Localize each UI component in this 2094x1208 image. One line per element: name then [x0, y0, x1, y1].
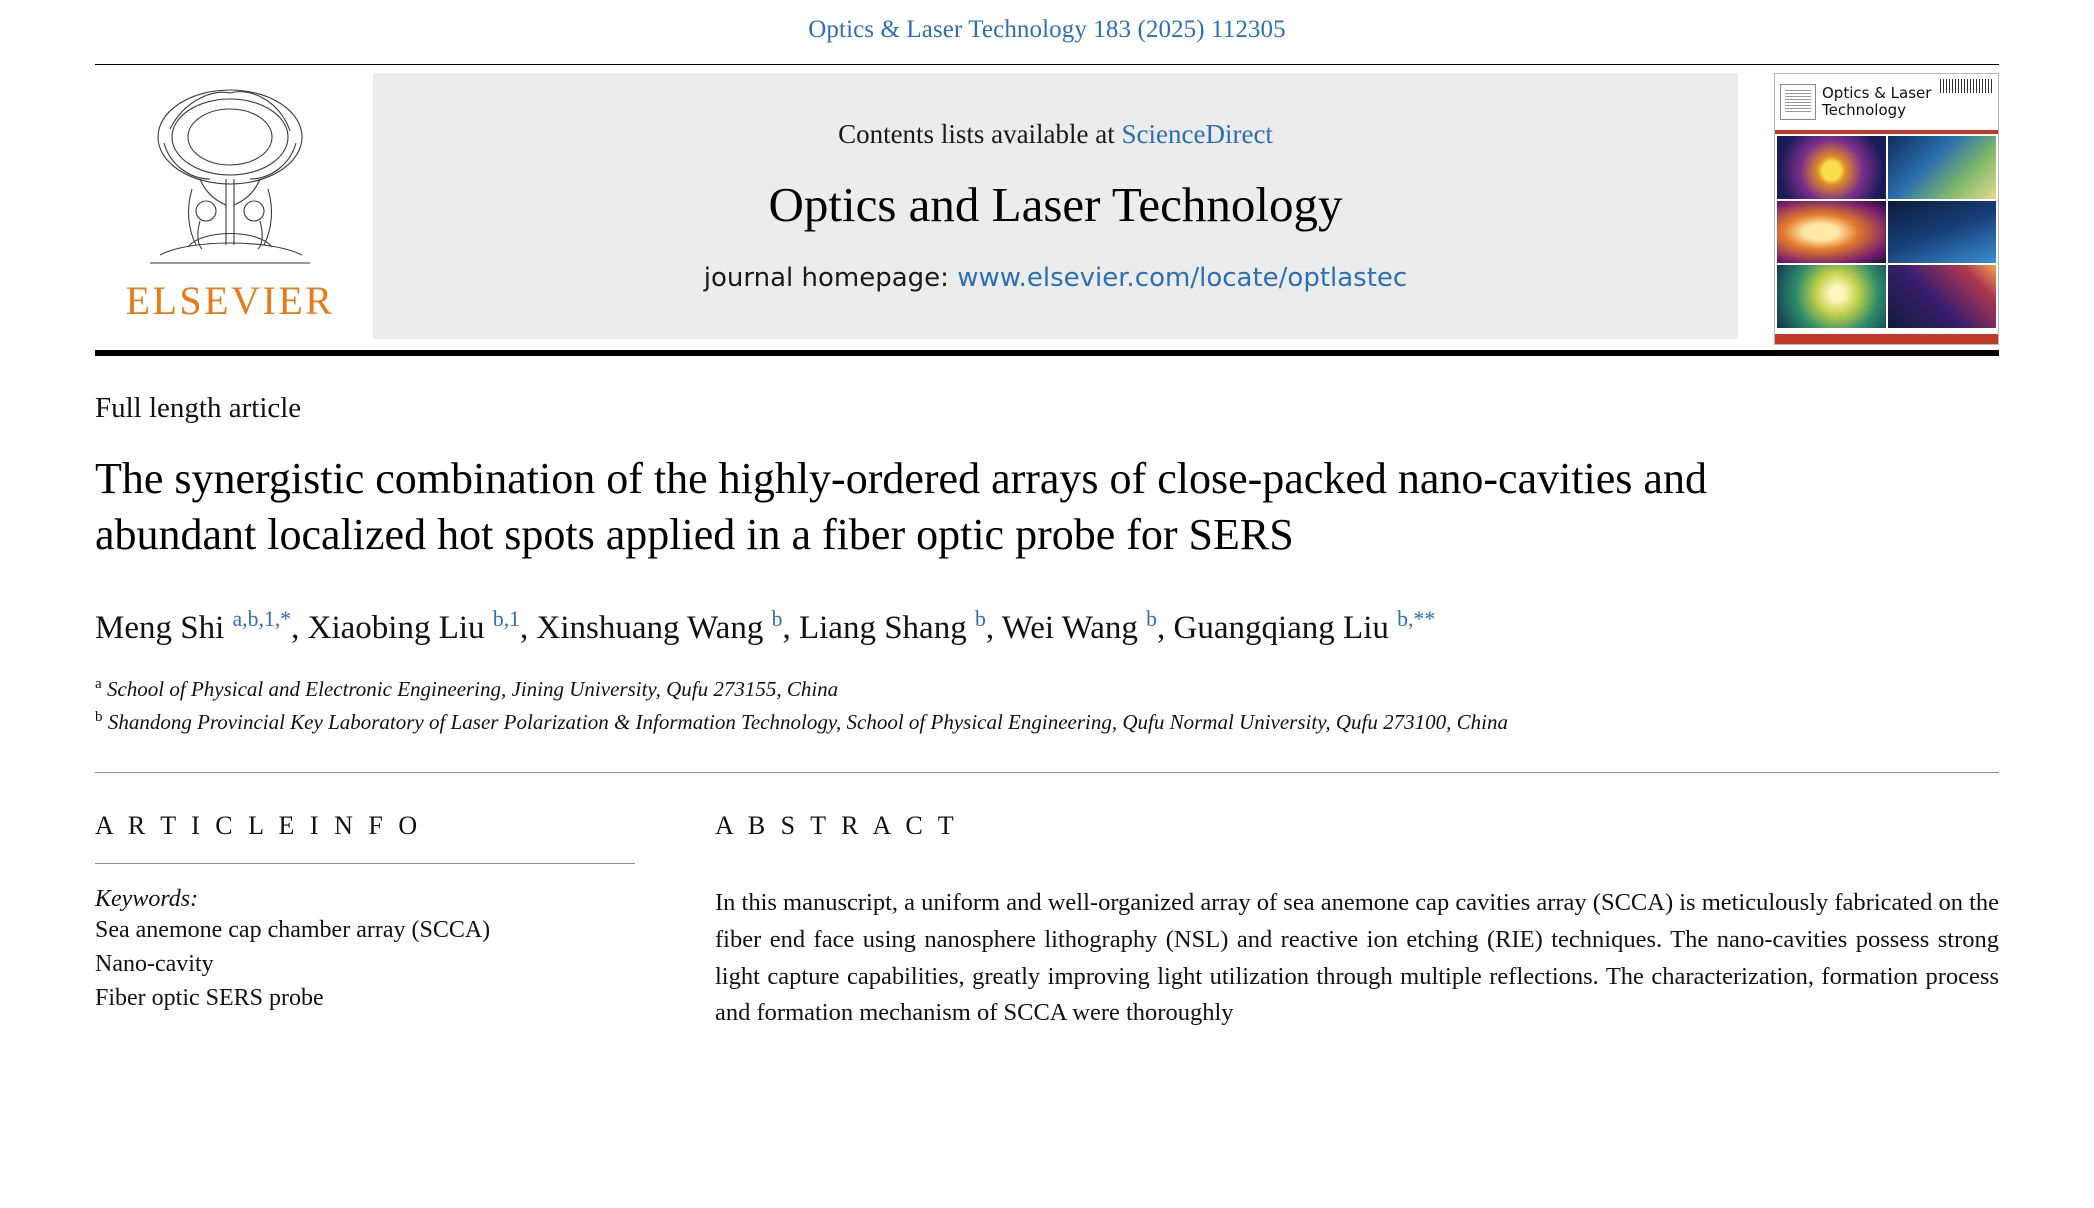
homepage-line	[704, 263, 1407, 293]
author-item	[798, 606, 1002, 646]
keywords-label: Keywords:	[95, 886, 199, 913]
affiliation-text: Shandong Provincial Key Laboratory of Laser Polarization & Information Technology, School of Physical Engineering, Qufu Normal University, Qufu 273100, China	[107, 709, 1508, 734]
author-item	[307, 606, 537, 646]
elsevier-wordmark: ELSEVIER	[125, 278, 335, 323]
author-marks: a,b,1,*	[232, 606, 292, 631]
section-divider	[95, 772, 1999, 773]
author-name: Xiaobing Liu	[307, 609, 485, 646]
homepage-prefix: journal homepage:	[703, 263, 958, 293]
author-name: Meng Shi	[95, 609, 225, 646]
contents-prefix: Contents lists available at	[838, 119, 1122, 149]
keyword-item: Nano-cavity	[95, 951, 214, 978]
author-marks: b	[974, 606, 986, 631]
author-marks: b,1	[492, 606, 521, 631]
info-abstract-columns	[95, 811, 1999, 1032]
barcode-icon	[1940, 79, 1992, 93]
cover-bottom-rule	[1775, 334, 1998, 344]
author-separator: ,	[520, 609, 537, 646]
cover-journal-title: Optics & Laser Technology	[1822, 83, 1932, 119]
author-separator: ,	[985, 609, 1002, 646]
sciencedirect-link[interactable]: ScienceDirect	[1121, 119, 1273, 149]
abstract-heading: A B S T R A C T	[715, 811, 959, 841]
affiliation-item	[95, 706, 1999, 739]
journal-masthead	[95, 64, 1999, 344]
cover-tile	[1777, 136, 1886, 199]
author-marks: b	[1146, 606, 1158, 631]
author-marks: b	[771, 606, 783, 631]
affiliation-text: School of Physical and Electronic Engineering, Jining University, Qufu 273155, China	[106, 677, 839, 702]
cover-tile	[1888, 201, 1997, 264]
cover-image-grid	[1775, 134, 1998, 330]
author-name: Xinshuang Wang	[536, 609, 764, 646]
author-separator: ,	[291, 609, 308, 646]
affiliation-mark: a	[95, 676, 102, 693]
journal-title-box	[373, 73, 1738, 339]
article-info-rule	[95, 863, 635, 864]
keyword-item: Fiber optic SERS probe	[95, 985, 324, 1012]
article-type: Full length article	[95, 392, 302, 424]
author-item	[95, 606, 308, 646]
author-item	[1173, 606, 1436, 646]
contents-line	[838, 119, 1273, 150]
journal-title: Optics and Laser Technology	[768, 177, 1343, 232]
author-name: Guangqiang Liu	[1173, 609, 1389, 646]
abstract-column	[715, 811, 1999, 1032]
author-name: Wei Wang	[1001, 609, 1138, 646]
author-separator: ,	[1157, 609, 1174, 646]
cover-header	[1775, 74, 1998, 130]
elsevier-logo	[95, 73, 365, 344]
author-marks: b,**	[1397, 606, 1436, 631]
cover-tile	[1888, 136, 1997, 199]
affiliation-mark: b	[95, 708, 103, 725]
author-name: Liang Shang	[798, 609, 967, 646]
author-item	[1001, 606, 1174, 646]
author-item	[536, 606, 799, 646]
keyword-item: Sea anemone cap chamber array (SCCA)	[95, 917, 491, 944]
cover-tile	[1777, 201, 1886, 264]
elsevier-tree-icon	[130, 79, 330, 275]
masthead-divider	[95, 350, 1999, 356]
cover-mini-image-icon	[1780, 84, 1816, 120]
affiliation-item	[95, 673, 1999, 706]
journal-cover-thumbnail[interactable]	[1774, 73, 1999, 345]
article-info-heading: A R T I C L E I N F O	[95, 811, 422, 841]
affiliation-list	[95, 673, 1999, 738]
cover-tile	[1888, 265, 1997, 328]
journal-homepage-link[interactable]: www.elsevier.com/locate/optlastec	[957, 263, 1408, 293]
running-head: Optics & Laser Technology 183 (2025) 112305	[808, 16, 1286, 43]
page-title: The synergistic combination of the highly-ordered arrays of close-packed nano-cavities and abundant localized hot spots applied in a fiber optic probe for SERS	[95, 454, 1707, 560]
cover-tile	[1777, 265, 1886, 328]
author-separator: ,	[782, 609, 799, 646]
abstract-text: In this manuscript, a uniform and well-organized array of sea anemone cap cavities array (SCCA) is meticulously fabricated on the fiber end face using nanosphere lithography (NSL) and reactive ion etching (RIE) techniques. The nano-cavities possess strong light capture capabilities, greatly improving light utilization through multiple reflections. The characterization, formation process and formation mechanism of SCCA were thoroughly	[715, 889, 2000, 1027]
article-info-column	[95, 811, 715, 1032]
author-list	[95, 604, 1655, 652]
